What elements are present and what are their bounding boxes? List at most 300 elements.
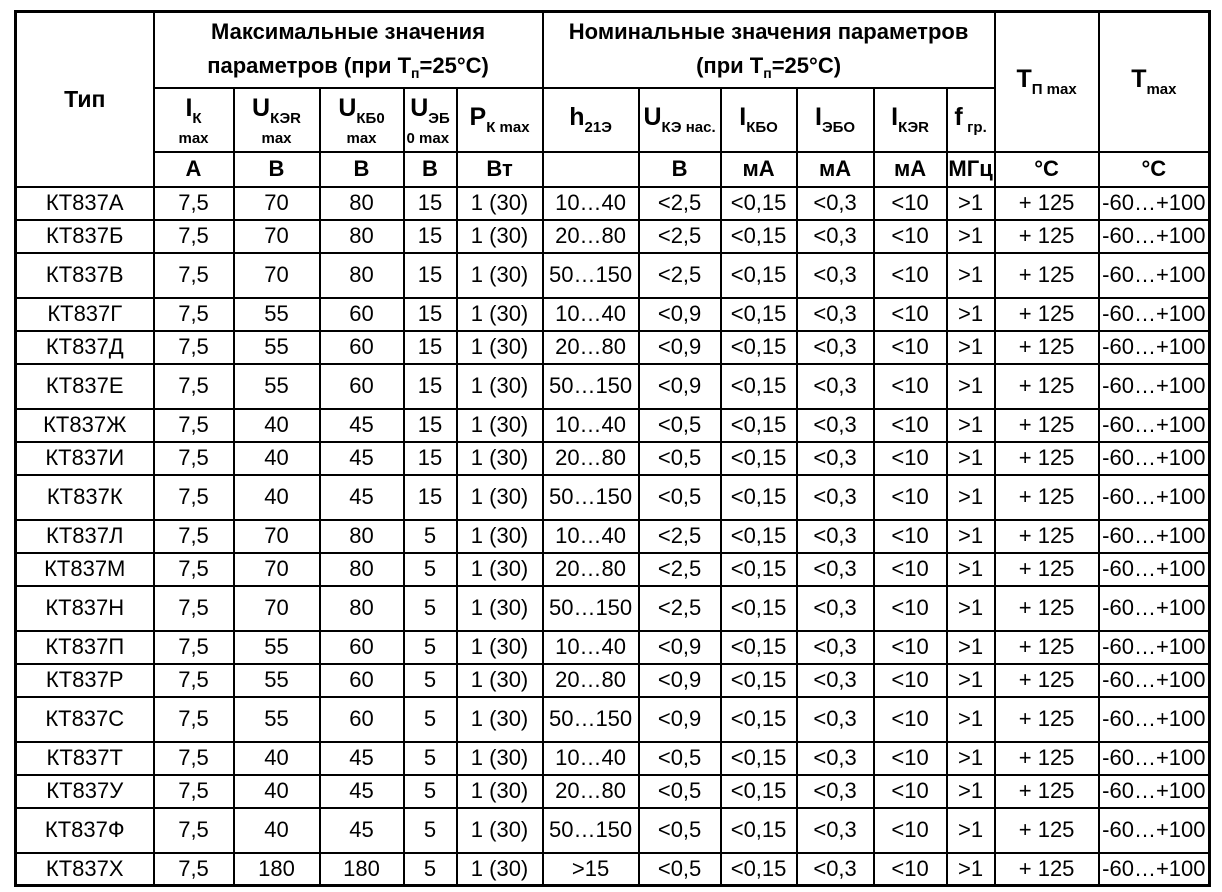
value-cell: + 125 [995, 364, 1099, 409]
value-cell: <10 [874, 775, 947, 808]
value-cell: 5 [404, 553, 457, 586]
value-cell: + 125 [995, 331, 1099, 364]
value-cell: 180 [234, 853, 320, 886]
unit-cell [543, 152, 639, 187]
value-cell: 1 (30) [457, 442, 543, 475]
value-cell: <0,3 [797, 742, 874, 775]
col-header-uke-sat: UКЭ нас. [639, 88, 721, 152]
value-cell: 1 (30) [457, 553, 543, 586]
value-cell: <0,3 [797, 586, 874, 631]
value-cell: + 125 [995, 553, 1099, 586]
value-cell: >1 [947, 409, 995, 442]
value-cell: 55 [234, 364, 320, 409]
value-cell: + 125 [995, 409, 1099, 442]
value-cell: 7,5 [154, 520, 234, 553]
value-cell: 60 [320, 697, 404, 742]
value-cell: <0,3 [797, 298, 874, 331]
value-cell: 55 [234, 298, 320, 331]
value-cell: 15 [404, 409, 457, 442]
value-cell: 45 [320, 742, 404, 775]
value-cell: <0,3 [797, 253, 874, 298]
value-cell: 1 (30) [457, 220, 543, 253]
type-cell: КТ837М [16, 553, 154, 586]
value-cell: 1 (30) [457, 631, 543, 664]
group-header-nominal-line1: Номинальные значения параметров [568, 18, 969, 44]
value-cell: 20…80 [543, 553, 639, 586]
value-cell: <10 [874, 220, 947, 253]
table-row [16, 298, 1210, 331]
value-cell: 1 (30) [457, 586, 543, 631]
value-cell: + 125 [995, 298, 1099, 331]
value-cell: 15 [404, 220, 457, 253]
value-cell: <0,3 [797, 364, 874, 409]
type-cell: КТ837А [16, 187, 154, 220]
value-cell: 10…40 [543, 187, 639, 220]
value-cell: 7,5 [154, 697, 234, 742]
col-header-fgr: f гр. [947, 88, 995, 152]
unit-cell: °С [995, 152, 1099, 187]
table-row [16, 220, 1210, 253]
value-cell: -60…+100 [1099, 409, 1210, 442]
value-cell: <0,5 [639, 475, 721, 520]
col-header-tp-max: ТП max [995, 12, 1099, 152]
value-cell: <0,3 [797, 475, 874, 520]
value-cell: -60…+100 [1099, 586, 1210, 631]
value-cell: + 125 [995, 187, 1099, 220]
table-row [16, 553, 1210, 586]
type-cell: КТ837Г [16, 298, 154, 331]
value-cell: <0,5 [639, 808, 721, 853]
value-cell: <10 [874, 187, 947, 220]
value-cell: 1 (30) [457, 331, 543, 364]
type-cell: КТ837В [16, 253, 154, 298]
type-cell: КТ837Х [16, 853, 154, 886]
value-cell: >1 [947, 808, 995, 853]
value-cell: 80 [320, 253, 404, 298]
table-row [16, 697, 1210, 742]
value-cell: 45 [320, 442, 404, 475]
value-cell: 5 [404, 742, 457, 775]
value-cell: 1 (30) [457, 742, 543, 775]
unit-cell: мА [721, 152, 797, 187]
value-cell: 7,5 [154, 331, 234, 364]
value-cell: 7,5 [154, 808, 234, 853]
value-cell: <0,15 [721, 853, 797, 886]
value-cell: <10 [874, 586, 947, 631]
value-cell: <10 [874, 409, 947, 442]
table-row [16, 775, 1210, 808]
type-cell: КТ837П [16, 631, 154, 664]
value-cell: >1 [947, 331, 995, 364]
type-cell: КТ837Н [16, 586, 154, 631]
value-cell: 50…150 [543, 364, 639, 409]
group-header-nominal-line2: (при $Т_п=25^\circ С$) [696, 52, 842, 81]
unit-cell: В [234, 152, 320, 187]
value-cell: >1 [947, 364, 995, 409]
value-cell: <0,3 [797, 664, 874, 697]
value-cell: <0,15 [721, 187, 797, 220]
value-cell: <0,9 [639, 697, 721, 742]
parameters-table [14, 10, 1211, 887]
value-cell: <2,5 [639, 520, 721, 553]
value-cell: <0,15 [721, 364, 797, 409]
col-header-type: Тип [16, 12, 154, 187]
value-cell: 7,5 [154, 187, 234, 220]
value-cell: 1 (30) [457, 475, 543, 520]
type-cell: КТ837Л [16, 520, 154, 553]
type-cell: КТ837Ж [16, 409, 154, 442]
value-cell: 60 [320, 298, 404, 331]
value-cell: >1 [947, 553, 995, 586]
value-cell: >1 [947, 853, 995, 886]
value-cell: 5 [404, 631, 457, 664]
value-cell: + 125 [995, 475, 1099, 520]
value-cell: 1 (30) [457, 808, 543, 853]
value-cell: <0,15 [721, 475, 797, 520]
value-cell: 45 [320, 475, 404, 520]
value-cell: -60…+100 [1099, 253, 1210, 298]
value-cell: 15 [404, 187, 457, 220]
value-cell: <0,3 [797, 331, 874, 364]
type-cell: КТ837Б [16, 220, 154, 253]
value-cell: 7,5 [154, 364, 234, 409]
value-cell: + 125 [995, 520, 1099, 553]
table-body [16, 187, 1210, 886]
value-cell: <0,15 [721, 697, 797, 742]
value-cell: <0,3 [797, 220, 874, 253]
value-cell: -60…+100 [1099, 220, 1210, 253]
col-header-uker-max: UКЭR max [234, 88, 320, 152]
value-cell: 55 [234, 631, 320, 664]
value-cell: 1 (30) [457, 520, 543, 553]
value-cell: 60 [320, 631, 404, 664]
value-cell: 7,5 [154, 475, 234, 520]
value-cell: 40 [234, 442, 320, 475]
type-cell: КТ837К [16, 475, 154, 520]
table-row [16, 742, 1210, 775]
table-header [16, 12, 1210, 187]
value-cell: -60…+100 [1099, 697, 1210, 742]
value-cell: <0,15 [721, 220, 797, 253]
value-cell: <0,9 [639, 664, 721, 697]
value-cell: 15 [404, 364, 457, 409]
value-cell: >1 [947, 520, 995, 553]
col-header-ikbo: IКБО [721, 88, 797, 152]
value-cell: + 125 [995, 664, 1099, 697]
value-cell: 5 [404, 697, 457, 742]
value-cell: 40 [234, 475, 320, 520]
value-cell: 20…80 [543, 220, 639, 253]
value-cell: -60…+100 [1099, 631, 1210, 664]
table-row [16, 664, 1210, 697]
value-cell: 5 [404, 808, 457, 853]
value-cell: >1 [947, 475, 995, 520]
value-cell: 5 [404, 853, 457, 886]
table-row [16, 475, 1210, 520]
value-cell: <10 [874, 664, 947, 697]
value-cell: 1 (30) [457, 664, 543, 697]
value-cell: -60…+100 [1099, 475, 1210, 520]
value-cell: 50…150 [543, 475, 639, 520]
value-cell: 80 [320, 586, 404, 631]
value-cell: 15 [404, 331, 457, 364]
col-header-iebo: IЭБО [797, 88, 874, 152]
value-cell: 1 (30) [457, 364, 543, 409]
value-cell: <0,9 [639, 298, 721, 331]
value-cell: <10 [874, 364, 947, 409]
col-header-ueb0-max: UЭБ 0 max [404, 88, 457, 152]
value-cell: 5 [404, 775, 457, 808]
type-cell: КТ837И [16, 442, 154, 475]
value-cell: -60…+100 [1099, 808, 1210, 853]
type-cell: КТ837С [16, 697, 154, 742]
value-cell: <0,15 [721, 742, 797, 775]
value-cell: 15 [404, 298, 457, 331]
value-cell: 80 [320, 187, 404, 220]
value-cell: 55 [234, 664, 320, 697]
value-cell: <0,3 [797, 853, 874, 886]
value-cell: + 125 [995, 853, 1099, 886]
unit-cell: А [154, 152, 234, 187]
type-cell: КТ837У [16, 775, 154, 808]
value-cell: <0,5 [639, 742, 721, 775]
value-cell: <10 [874, 442, 947, 475]
value-cell: 55 [234, 331, 320, 364]
value-cell: 1 (30) [457, 187, 543, 220]
value-cell: 10…40 [543, 742, 639, 775]
col-header-ik-max: IК max [154, 88, 234, 152]
col-header-t-max: Тmax [1099, 12, 1210, 152]
value-cell: 1 (30) [457, 775, 543, 808]
value-cell: <0,5 [639, 775, 721, 808]
value-cell: 7,5 [154, 631, 234, 664]
value-cell: 70 [234, 586, 320, 631]
value-cell: + 125 [995, 586, 1099, 631]
value-cell: 7,5 [154, 742, 234, 775]
value-cell: 40 [234, 808, 320, 853]
value-cell: 7,5 [154, 586, 234, 631]
value-cell: >1 [947, 442, 995, 475]
value-cell: >1 [947, 253, 995, 298]
value-cell: 7,5 [154, 775, 234, 808]
unit-cell: В [320, 152, 404, 187]
value-cell: <10 [874, 298, 947, 331]
value-cell: 45 [320, 775, 404, 808]
col-header-ukb0-max: UКБ0 max [320, 88, 404, 152]
value-cell: >1 [947, 742, 995, 775]
value-cell: <10 [874, 475, 947, 520]
value-cell: 40 [234, 775, 320, 808]
value-cell: <0,15 [721, 253, 797, 298]
group-header-max-line2: параметров (при $Т_п=25^\circ С$) [207, 52, 489, 81]
value-cell: 5 [404, 520, 457, 553]
value-cell: 15 [404, 253, 457, 298]
value-cell: -60…+100 [1099, 853, 1210, 886]
type-cell: КТ837Ф [16, 808, 154, 853]
value-cell: 70 [234, 220, 320, 253]
group-header-max-values [154, 12, 543, 88]
value-cell: <0,9 [639, 331, 721, 364]
value-cell: 80 [320, 220, 404, 253]
table-row [16, 808, 1210, 853]
value-cell: <0,5 [639, 442, 721, 475]
table-row [16, 586, 1210, 631]
value-cell: 70 [234, 253, 320, 298]
table-row [16, 364, 1210, 409]
value-cell: 5 [404, 664, 457, 697]
value-cell: <0,15 [721, 442, 797, 475]
value-cell: + 125 [995, 775, 1099, 808]
value-cell: <0,15 [721, 586, 797, 631]
value-cell: <10 [874, 631, 947, 664]
value-cell: 7,5 [154, 220, 234, 253]
value-cell: + 125 [995, 697, 1099, 742]
unit-cell: мА [797, 152, 874, 187]
value-cell: 50…150 [543, 586, 639, 631]
value-cell: 7,5 [154, 553, 234, 586]
value-cell: <10 [874, 853, 947, 886]
value-cell: <10 [874, 331, 947, 364]
value-cell: + 125 [995, 253, 1099, 298]
value-cell: <0,3 [797, 697, 874, 742]
value-cell: <10 [874, 253, 947, 298]
value-cell: <0,3 [797, 187, 874, 220]
value-cell: <0,15 [721, 520, 797, 553]
value-cell: >1 [947, 775, 995, 808]
value-cell: 50…150 [543, 697, 639, 742]
value-cell: 70 [234, 520, 320, 553]
value-cell: <10 [874, 520, 947, 553]
value-cell: <0,3 [797, 520, 874, 553]
value-cell: >1 [947, 220, 995, 253]
table-row [16, 187, 1210, 220]
value-cell: -60…+100 [1099, 742, 1210, 775]
value-cell: 10…40 [543, 631, 639, 664]
value-cell: <10 [874, 553, 947, 586]
table-row [16, 331, 1210, 364]
value-cell: 7,5 [154, 253, 234, 298]
group-header-nominal-values [543, 12, 995, 88]
value-cell: -60…+100 [1099, 664, 1210, 697]
value-cell: >1 [947, 697, 995, 742]
value-cell: <0,3 [797, 775, 874, 808]
unit-cell: Вт [457, 152, 543, 187]
value-cell: <2,5 [639, 220, 721, 253]
value-cell: 55 [234, 697, 320, 742]
value-cell: <0,15 [721, 298, 797, 331]
value-cell: 15 [404, 442, 457, 475]
value-cell: -60…+100 [1099, 775, 1210, 808]
value-cell: 1 (30) [457, 697, 543, 742]
value-cell: <0,9 [639, 364, 721, 409]
value-cell: <0,3 [797, 808, 874, 853]
value-cell: <0,15 [721, 808, 797, 853]
value-cell: >1 [947, 664, 995, 697]
value-cell: -60…+100 [1099, 520, 1210, 553]
value-cell: 7,5 [154, 409, 234, 442]
unit-cell: мА [874, 152, 947, 187]
unit-cell: В [404, 152, 457, 187]
value-cell: <2,5 [639, 553, 721, 586]
value-cell: <2,5 [639, 586, 721, 631]
units-row [16, 152, 1210, 187]
value-cell: 15 [404, 475, 457, 520]
value-cell: + 125 [995, 631, 1099, 664]
value-cell: <10 [874, 808, 947, 853]
type-cell: КТ837Е [16, 364, 154, 409]
value-cell: 1 (30) [457, 409, 543, 442]
value-cell: <0,15 [721, 409, 797, 442]
value-cell: 1 (30) [457, 253, 543, 298]
value-cell: 70 [234, 553, 320, 586]
value-cell: 7,5 [154, 298, 234, 331]
value-cell: 5 [404, 586, 457, 631]
value-cell: >1 [947, 631, 995, 664]
value-cell: 80 [320, 553, 404, 586]
value-cell: 7,5 [154, 853, 234, 886]
value-cell: <0,15 [721, 631, 797, 664]
value-cell: -60…+100 [1099, 553, 1210, 586]
value-cell: 7,5 [154, 442, 234, 475]
table-row [16, 520, 1210, 553]
value-cell: <0,9 [639, 631, 721, 664]
col-header-iker: IКЭR [874, 88, 947, 152]
table-row [16, 631, 1210, 664]
table-row [16, 853, 1210, 886]
type-cell: КТ837Р [16, 664, 154, 697]
value-cell: -60…+100 [1099, 442, 1210, 475]
value-cell: 20…80 [543, 442, 639, 475]
value-cell: 180 [320, 853, 404, 886]
value-cell: 20…80 [543, 664, 639, 697]
value-cell: 50…150 [543, 253, 639, 298]
value-cell: + 125 [995, 742, 1099, 775]
value-cell: <0,15 [721, 775, 797, 808]
value-cell: <0,3 [797, 553, 874, 586]
value-cell: + 125 [995, 220, 1099, 253]
value-cell: -60…+100 [1099, 331, 1210, 364]
value-cell: 1 (30) [457, 298, 543, 331]
value-cell: <10 [874, 697, 947, 742]
value-cell: <0,5 [639, 409, 721, 442]
value-cell: <10 [874, 742, 947, 775]
value-cell: 70 [234, 187, 320, 220]
unit-cell: °С [1099, 152, 1210, 187]
value-cell: 45 [320, 808, 404, 853]
value-cell: 50…150 [543, 808, 639, 853]
type-cell: КТ837Д [16, 331, 154, 364]
table-row [16, 253, 1210, 298]
value-cell: <0,5 [639, 853, 721, 886]
table-row [16, 409, 1210, 442]
value-cell: -60…+100 [1099, 298, 1210, 331]
value-cell: 7,5 [154, 664, 234, 697]
type-cell: КТ837Т [16, 742, 154, 775]
value-cell: 80 [320, 520, 404, 553]
group-header-row [16, 12, 1210, 88]
value-cell: <2,5 [639, 253, 721, 298]
value-cell: <0,15 [721, 331, 797, 364]
col-header-h21e: h21Э [543, 88, 639, 152]
value-cell: >1 [947, 187, 995, 220]
value-cell: 60 [320, 664, 404, 697]
value-cell: >1 [947, 586, 995, 631]
value-cell: 20…80 [543, 775, 639, 808]
value-cell: 10…40 [543, 298, 639, 331]
value-cell: + 125 [995, 442, 1099, 475]
value-cell: 40 [234, 409, 320, 442]
value-cell: 60 [320, 331, 404, 364]
